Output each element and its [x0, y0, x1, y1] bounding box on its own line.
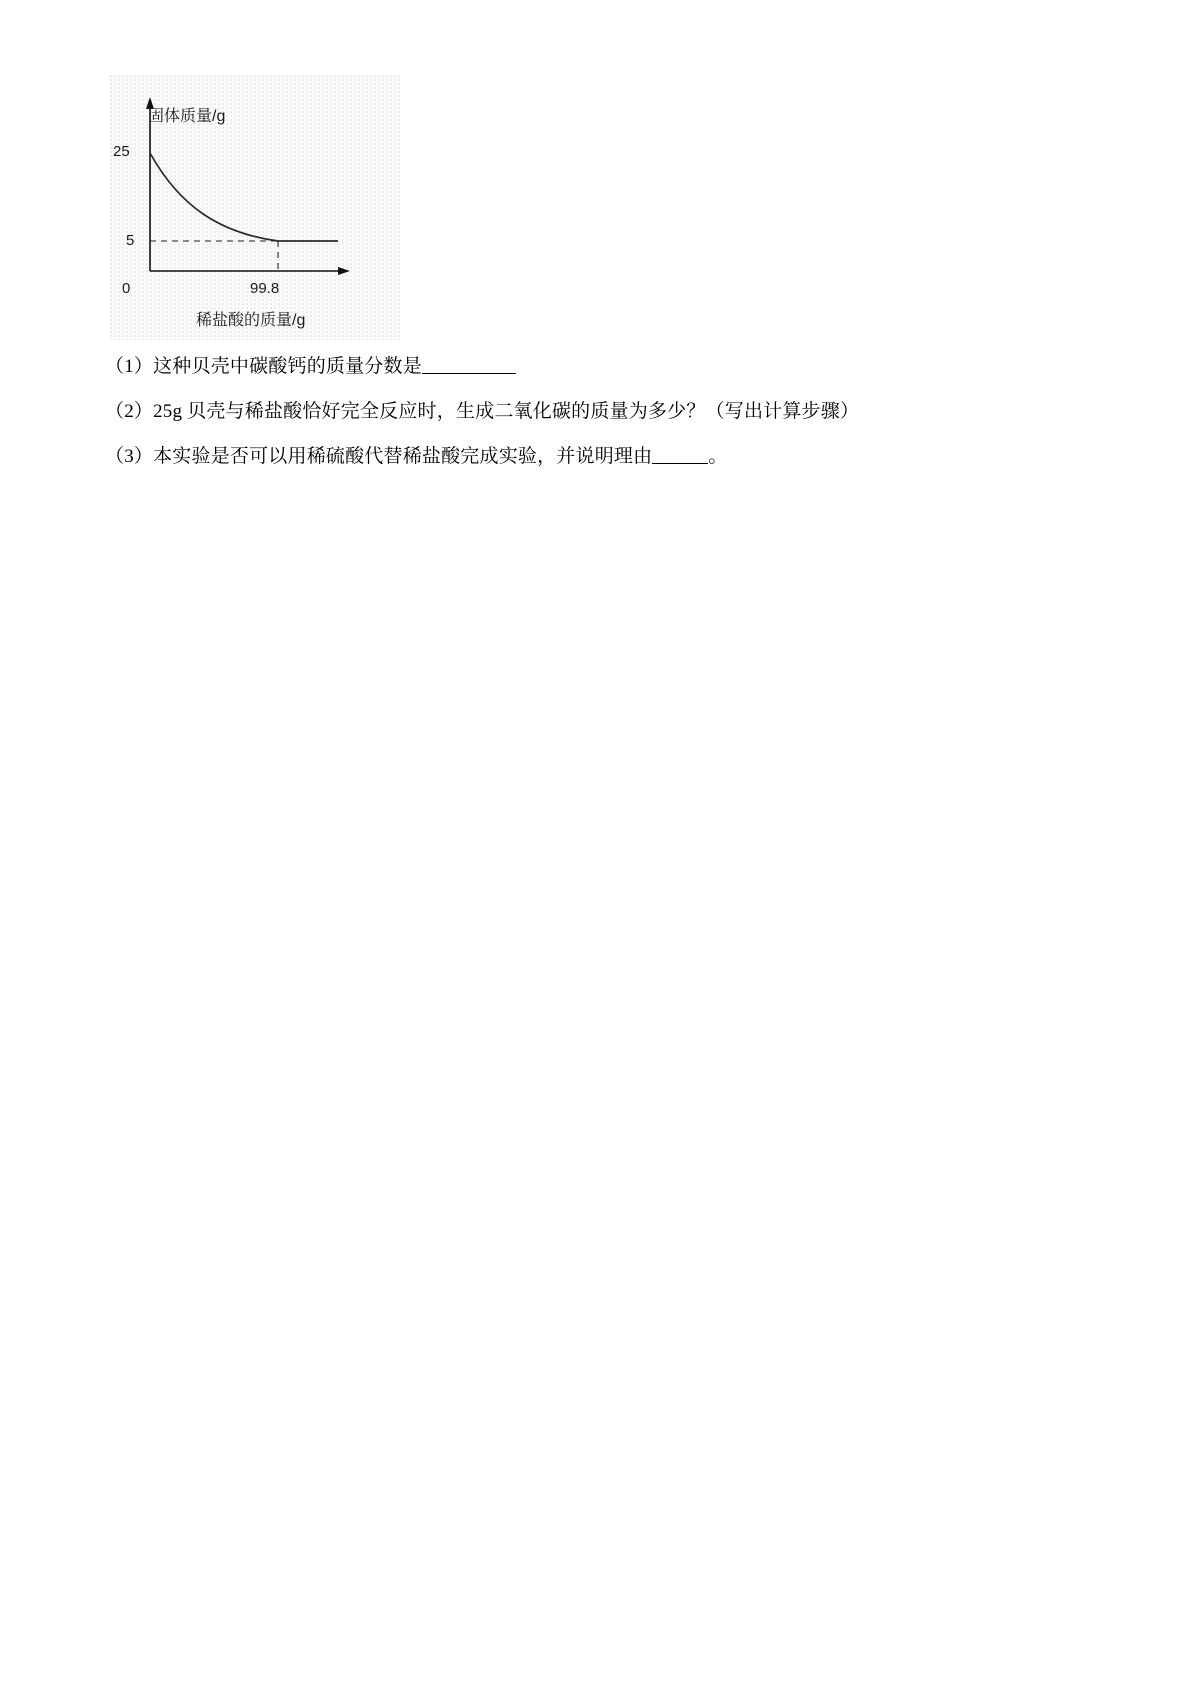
question-3-text: （3）本实验是否可以用稀硫酸代替稀盐酸完成实验，并说明理由: [105, 446, 653, 467]
chart-y-axis-label: 固体质量/g: [148, 108, 226, 125]
chart-y-tick-5: 5: [126, 232, 135, 249]
question-1-answer-blank[interactable]: [422, 354, 516, 374]
question-1: [105, 353, 516, 382]
question-3-answer-blank[interactable]: [652, 444, 708, 464]
question-2: （2）25g 贝壳与稀盐酸恰好完全反应时，生成二氧化碳的质量为多少？（写出计算步骤）: [105, 401, 860, 422]
question-1-text: （1）这种贝壳中碳酸钙的质量分数是: [105, 356, 422, 377]
chart-figure: [110, 75, 400, 340]
x-axis-arrow: [338, 267, 350, 275]
chart-x-axis-label: 稀盐酸的质量/g: [196, 312, 306, 329]
question-3: [105, 443, 728, 472]
curve-solid-mass: [150, 153, 338, 241]
chart-origin-label: 0: [122, 280, 131, 297]
chart-x-tick-99-8: 99.8: [250, 280, 280, 297]
chart-y-tick-25: 25: [113, 143, 130, 160]
question-3-suffix: 。: [708, 446, 728, 467]
